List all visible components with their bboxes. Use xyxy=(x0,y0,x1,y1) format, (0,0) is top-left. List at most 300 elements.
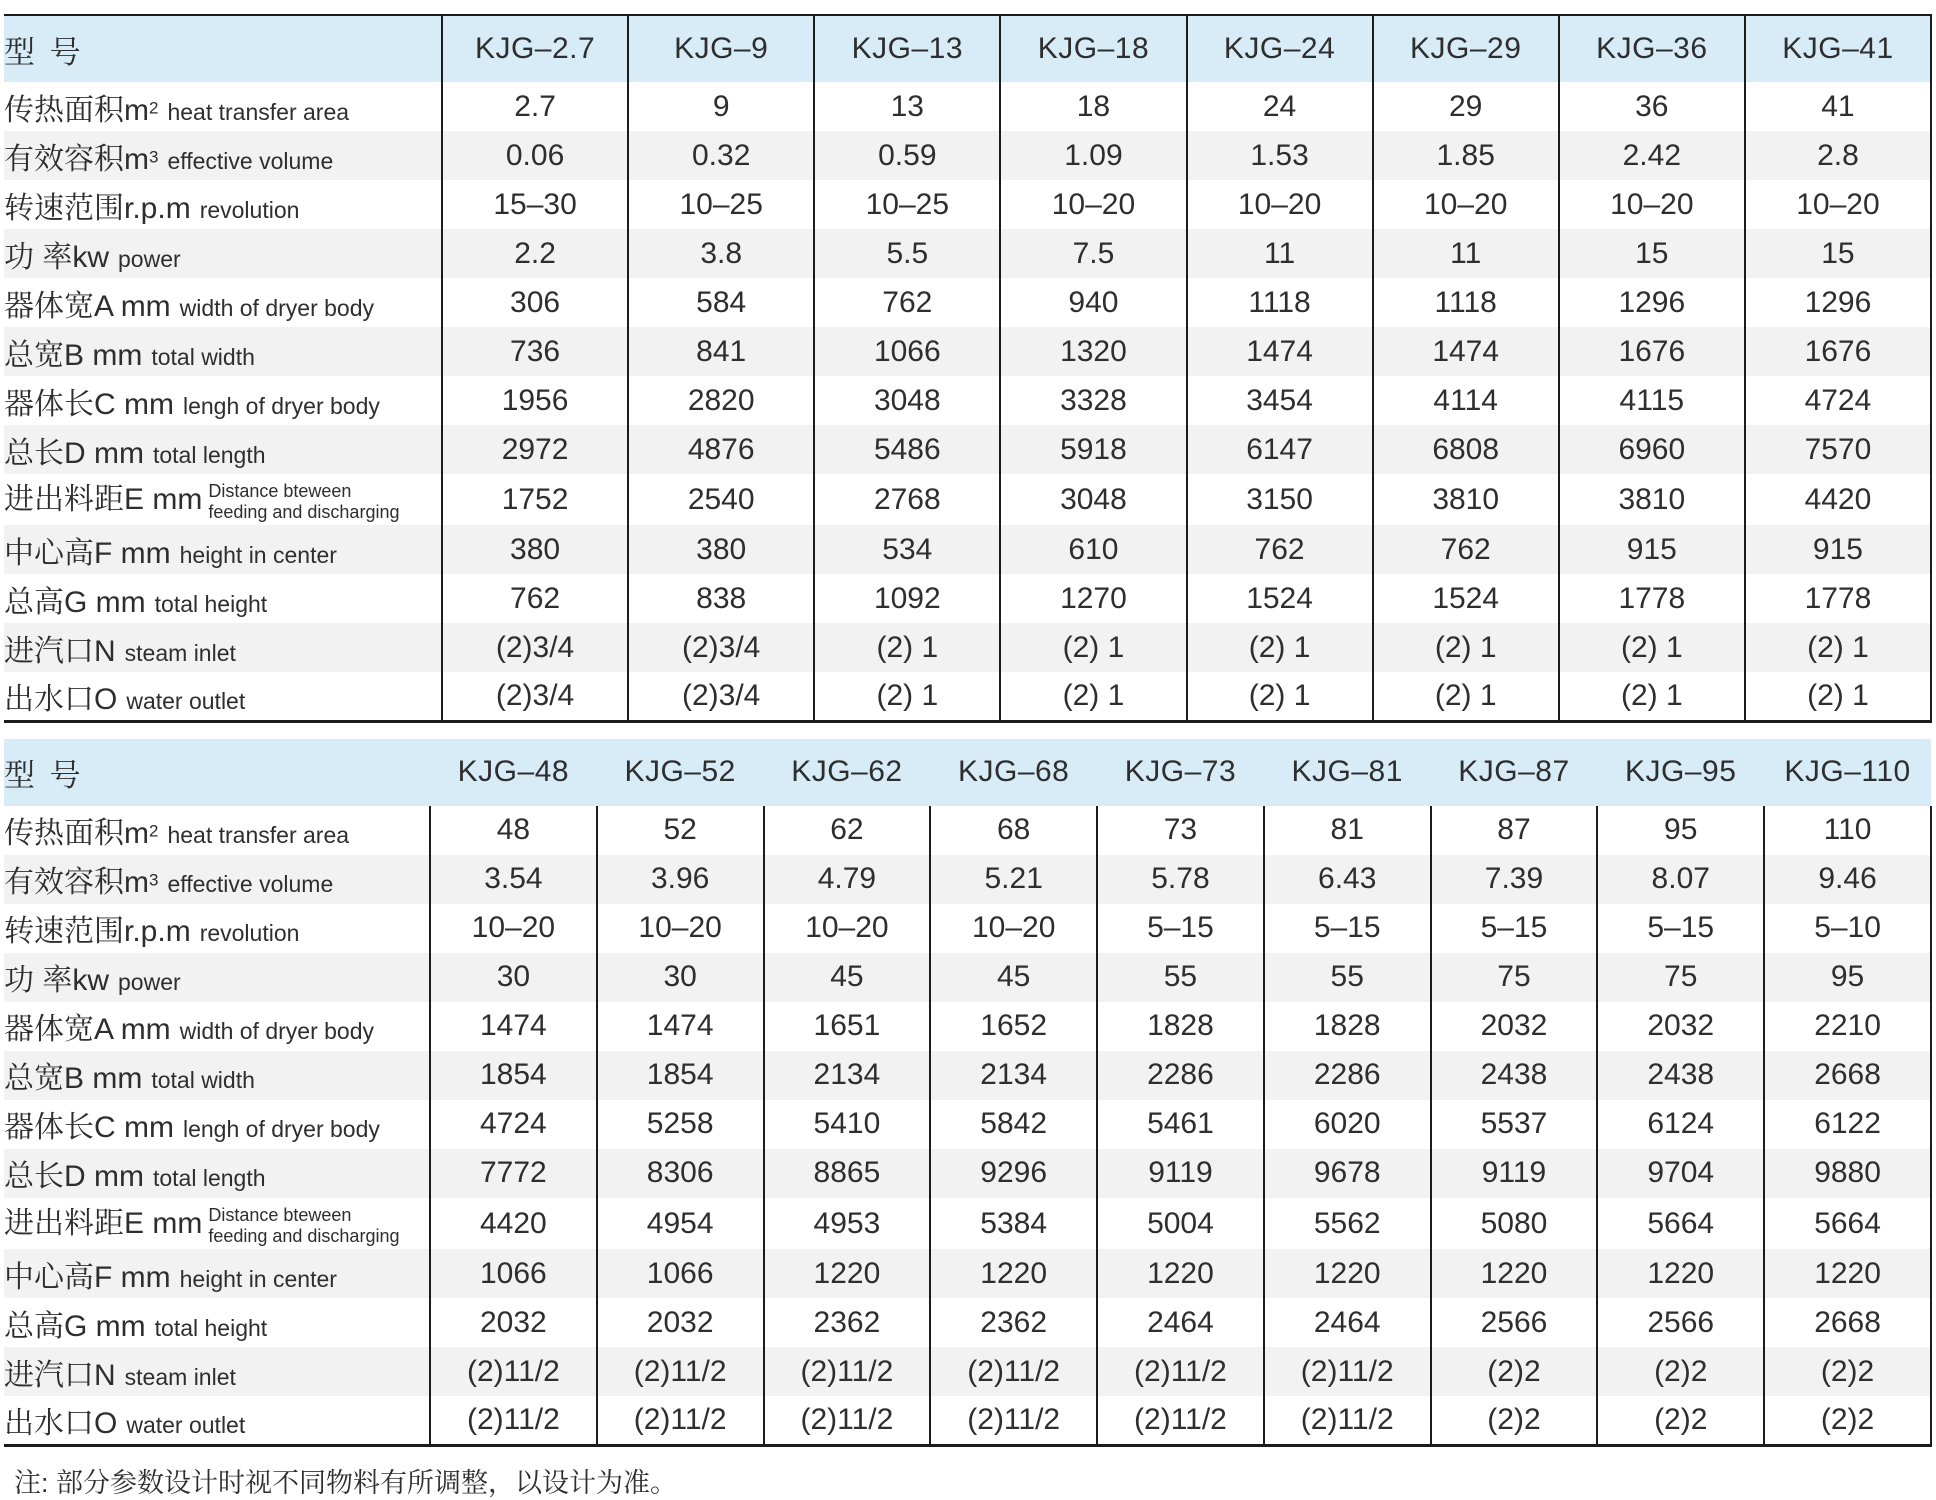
value-cell: 1676 xyxy=(1559,327,1745,376)
value-cell: 2362 xyxy=(764,1298,931,1347)
model-header-row xyxy=(4,15,1931,82)
param-label-en-line1: Distance bteween xyxy=(208,1205,352,1226)
value-cell: (2)11/2 xyxy=(1264,1396,1431,1445)
param-label-en: revolution xyxy=(199,920,300,947)
param-label-zh: 进出料距E mm xyxy=(4,1206,203,1240)
value-cell: 3810 xyxy=(1373,474,1559,525)
value-cell: 1752 xyxy=(442,474,628,525)
value-cell: 10–25 xyxy=(628,180,814,229)
param-label-sup: 2 xyxy=(149,822,159,842)
value-cell: 30 xyxy=(597,953,764,1002)
value-cell: 5537 xyxy=(1431,1100,1598,1149)
param-label-zh: 转速范围r.p.m xyxy=(4,191,191,225)
param-label-sup: 3 xyxy=(149,147,159,167)
value-cell: 2134 xyxy=(764,1051,931,1100)
value-cell: 1828 xyxy=(1097,1002,1264,1051)
value-cell: 1220 xyxy=(1764,1249,1931,1298)
value-cell: (2) 1 xyxy=(1745,672,1931,721)
value-cell: 762 xyxy=(814,278,1000,327)
param-label xyxy=(4,425,442,474)
value-cell: 8865 xyxy=(764,1149,931,1198)
value-cell: 5.78 xyxy=(1097,855,1264,904)
value-cell: 2.7 xyxy=(442,82,628,131)
model-header-cell: KJG–18 xyxy=(1000,15,1186,82)
spec-row xyxy=(4,1396,1931,1445)
value-cell: 48 xyxy=(430,806,597,855)
value-cell: 10–20 xyxy=(1745,180,1931,229)
value-cell: 1296 xyxy=(1559,278,1745,327)
param-label-zh: 器体宽A mm xyxy=(4,289,171,323)
value-cell: 4.79 xyxy=(764,855,931,904)
value-cell: 1220 xyxy=(930,1249,1097,1298)
value-cell: 18 xyxy=(1000,82,1186,131)
value-cell: 1220 xyxy=(764,1249,931,1298)
spec-row xyxy=(4,855,1931,904)
param-label xyxy=(4,623,442,672)
param-label xyxy=(4,806,430,855)
spec-row xyxy=(4,525,1931,574)
value-cell: 41 xyxy=(1745,82,1931,131)
value-cell: 3.96 xyxy=(597,855,764,904)
value-cell: 9 xyxy=(628,82,814,131)
value-cell: 1092 xyxy=(814,574,1000,623)
value-cell: 2.8 xyxy=(1745,131,1931,180)
value-cell: 3328 xyxy=(1000,376,1186,425)
model-header-cell: KJG–24 xyxy=(1187,15,1373,82)
value-cell: (2) 1 xyxy=(814,623,1000,672)
value-cell: 10–20 xyxy=(1559,180,1745,229)
value-cell: 3454 xyxy=(1187,376,1373,425)
value-cell: 4724 xyxy=(1745,376,1931,425)
param-label-zh: 进出料距E mm xyxy=(4,483,203,516)
value-cell: 5080 xyxy=(1431,1198,1598,1249)
value-cell: 2972 xyxy=(442,425,628,474)
model-header-cell: KJG–2.7 xyxy=(442,15,628,82)
param-label-zh: 功 率kw xyxy=(4,964,109,998)
value-cell: 1828 xyxy=(1264,1002,1431,1051)
value-cell: 29 xyxy=(1373,82,1559,131)
value-cell: 5842 xyxy=(930,1100,1097,1149)
spec-row xyxy=(4,1051,1931,1100)
value-cell: 5664 xyxy=(1597,1198,1764,1249)
value-cell: (2) 1 xyxy=(1559,672,1745,721)
value-cell: 10–20 xyxy=(1373,180,1559,229)
param-label xyxy=(4,131,442,180)
value-cell: 4115 xyxy=(1559,376,1745,425)
param-label xyxy=(4,278,442,327)
value-cell: 1651 xyxy=(764,1002,931,1051)
param-label-en-line2: feeding and discharging xyxy=(208,501,400,522)
param-label-zh: 器体长C mm xyxy=(4,387,174,421)
value-cell: 10–20 xyxy=(930,904,1097,953)
param-label-zh: 进汽口N xyxy=(4,1358,116,1392)
value-cell: 6.43 xyxy=(1264,855,1431,904)
spec-row xyxy=(4,474,1931,525)
value-cell: (2) 1 xyxy=(1745,623,1931,672)
param-label xyxy=(4,1249,430,1298)
value-cell: 940 xyxy=(1000,278,1186,327)
value-cell: (2)11/2 xyxy=(1097,1396,1264,1445)
param-label-sup: 2 xyxy=(149,98,159,118)
param-label-en: height in center xyxy=(179,541,337,568)
param-label-en: power xyxy=(118,245,181,272)
value-cell: 2362 xyxy=(930,1298,1097,1347)
value-cell: 9119 xyxy=(1431,1149,1598,1198)
value-cell: (2) 1 xyxy=(1559,623,1745,672)
value-cell: (2)11/2 xyxy=(1097,1347,1264,1396)
spec-row xyxy=(4,904,1931,953)
value-cell: 4954 xyxy=(597,1198,764,1249)
value-cell: 73 xyxy=(1097,806,1264,855)
param-label-zh: 总长D mm xyxy=(4,436,144,470)
param-label-zh: 总宽B mm xyxy=(4,338,143,372)
param-label-en: lengh of dryer body xyxy=(182,392,380,419)
param-label-zh: 有效容积m xyxy=(4,142,149,176)
value-cell: 75 xyxy=(1597,953,1764,1002)
value-cell: 1.85 xyxy=(1373,131,1559,180)
value-cell: (2) 1 xyxy=(1187,623,1373,672)
value-cell: 841 xyxy=(628,327,814,376)
param-label-zh: 中心高F mm xyxy=(4,1260,171,1294)
param-label-en: total width xyxy=(151,1067,255,1094)
spec-row xyxy=(4,376,1931,425)
value-cell: 2464 xyxy=(1264,1298,1431,1347)
spec-row xyxy=(4,131,1931,180)
value-cell: 762 xyxy=(1373,525,1559,574)
param-label xyxy=(4,180,442,229)
value-cell: 762 xyxy=(1187,525,1373,574)
value-cell: 8306 xyxy=(597,1149,764,1198)
value-cell: 1066 xyxy=(430,1249,597,1298)
value-cell: 24 xyxy=(1187,82,1373,131)
value-cell: 1.53 xyxy=(1187,131,1373,180)
value-cell: 1220 xyxy=(1597,1249,1764,1298)
model-header-cell: KJG–36 xyxy=(1559,15,1745,82)
value-cell: 8.07 xyxy=(1597,855,1764,904)
spec-row xyxy=(4,1100,1931,1149)
param-label xyxy=(4,1051,430,1100)
param-label-en: steam inlet xyxy=(124,639,236,666)
value-cell: 1320 xyxy=(1000,327,1186,376)
value-cell: 1676 xyxy=(1745,327,1931,376)
value-cell: (2) 1 xyxy=(1373,672,1559,721)
value-cell: 1220 xyxy=(1097,1249,1264,1298)
value-cell: (2) 1 xyxy=(814,672,1000,721)
param-label-en: revolution xyxy=(199,196,300,223)
value-cell: 110 xyxy=(1764,806,1931,855)
value-cell: (2)3/4 xyxy=(628,672,814,721)
value-cell: 5.21 xyxy=(930,855,1097,904)
spec-row xyxy=(4,82,1931,131)
value-cell: (2)11/2 xyxy=(1264,1347,1431,1396)
spec-row xyxy=(4,180,1931,229)
value-cell: 2438 xyxy=(1597,1051,1764,1100)
value-cell: 2438 xyxy=(1431,1051,1598,1100)
value-cell: 1474 xyxy=(430,1002,597,1051)
param-label-zh: 功 率kw xyxy=(4,240,109,274)
value-cell: 3048 xyxy=(814,376,1000,425)
param-label-en: lengh of dryer body xyxy=(182,1116,380,1143)
value-cell: 4420 xyxy=(1745,474,1931,525)
param-label-en: effective volume xyxy=(167,871,334,898)
param-label-en: water outlet xyxy=(126,688,246,715)
value-cell: 1.09 xyxy=(1000,131,1186,180)
spec-table-kjg-large xyxy=(4,739,1932,1447)
param-label-zh: 器体宽A mm xyxy=(4,1013,171,1047)
spec-row xyxy=(4,1298,1931,1347)
value-cell: 1118 xyxy=(1373,278,1559,327)
value-cell: (2) 1 xyxy=(1000,623,1186,672)
value-cell: (2)2 xyxy=(1597,1396,1764,1445)
model-header-cell: KJG–41 xyxy=(1745,15,1931,82)
value-cell: 5.5 xyxy=(814,229,1000,278)
value-cell: (2)2 xyxy=(1764,1347,1931,1396)
spec-row xyxy=(4,574,1931,623)
value-cell: 7570 xyxy=(1745,425,1931,474)
value-cell: 4724 xyxy=(430,1100,597,1149)
spec-row xyxy=(4,278,1931,327)
value-cell: 3.54 xyxy=(430,855,597,904)
param-label-zh: 中心高F mm xyxy=(4,536,171,570)
param-label xyxy=(4,1198,430,1249)
value-cell: 5461 xyxy=(1097,1100,1264,1149)
value-cell: 62 xyxy=(764,806,931,855)
value-cell: 1524 xyxy=(1373,574,1559,623)
value-cell: 534 xyxy=(814,525,1000,574)
value-cell: 2032 xyxy=(597,1298,764,1347)
value-cell: 584 xyxy=(628,278,814,327)
value-cell: (2) 1 xyxy=(1187,672,1373,721)
value-cell: 915 xyxy=(1745,525,1931,574)
value-cell: 2286 xyxy=(1264,1051,1431,1100)
value-cell: 1220 xyxy=(1431,1249,1598,1298)
value-cell: 15 xyxy=(1559,229,1745,278)
model-header-cell: KJG–62 xyxy=(791,755,903,789)
value-cell: 4420 xyxy=(430,1198,597,1249)
value-cell: (2) 1 xyxy=(1000,672,1186,721)
model-header-cell: KJG–95 xyxy=(1625,755,1737,789)
value-cell: 1474 xyxy=(1187,327,1373,376)
value-cell: 7.5 xyxy=(1000,229,1186,278)
value-cell: 9704 xyxy=(1597,1149,1764,1198)
value-cell: 10–25 xyxy=(814,180,1000,229)
value-cell: 1220 xyxy=(1264,1249,1431,1298)
param-label-en-line1: Distance bteween xyxy=(208,481,352,502)
value-cell: 5–15 xyxy=(1097,904,1264,953)
value-cell: 6960 xyxy=(1559,425,1745,474)
value-cell: (2)2 xyxy=(1431,1347,1598,1396)
value-cell: 52 xyxy=(597,806,764,855)
value-cell: 4953 xyxy=(764,1198,931,1249)
value-cell: 3.8 xyxy=(628,229,814,278)
value-cell: 10–20 xyxy=(1000,180,1186,229)
model-header-cell: KJG–110 xyxy=(1784,755,1911,789)
value-cell: 5–15 xyxy=(1597,904,1764,953)
value-cell: 736 xyxy=(442,327,628,376)
value-cell: (2) 1 xyxy=(1373,623,1559,672)
value-cell: 762 xyxy=(442,574,628,623)
param-label xyxy=(4,1002,430,1051)
spec-row xyxy=(4,425,1931,474)
value-cell: 55 xyxy=(1097,953,1264,1002)
param-label-en: total height xyxy=(154,1314,268,1341)
param-label xyxy=(4,1347,430,1396)
value-cell: 5004 xyxy=(1097,1198,1264,1249)
spec-table-kjg-small xyxy=(4,14,1932,723)
spec-row xyxy=(4,623,1931,672)
value-cell: 15–30 xyxy=(442,180,628,229)
value-cell: 45 xyxy=(764,953,931,1002)
value-cell: (2)11/2 xyxy=(930,1347,1097,1396)
value-cell: 6147 xyxy=(1187,425,1373,474)
value-cell: 5–15 xyxy=(1264,904,1431,953)
value-cell: 380 xyxy=(628,525,814,574)
value-cell: (2)11/2 xyxy=(764,1347,931,1396)
param-label-en: power xyxy=(118,969,181,996)
value-cell: 2032 xyxy=(430,1298,597,1347)
value-cell: 1956 xyxy=(442,376,628,425)
value-cell: 0.06 xyxy=(442,131,628,180)
value-cell: 3048 xyxy=(1000,474,1186,525)
value-cell: 2540 xyxy=(628,474,814,525)
value-cell: 380 xyxy=(442,525,628,574)
value-cell: 2134 xyxy=(930,1051,1097,1100)
value-cell: 2.42 xyxy=(1559,131,1745,180)
value-cell: 6124 xyxy=(1597,1100,1764,1149)
param-label xyxy=(4,1396,430,1445)
value-cell: 5–10 xyxy=(1764,904,1931,953)
value-cell: 0.59 xyxy=(814,131,1000,180)
spec-row xyxy=(4,672,1931,721)
value-cell: (2)11/2 xyxy=(430,1396,597,1445)
model-row-label: 型 号 xyxy=(4,34,84,70)
param-label-en: height in center xyxy=(179,1265,337,1292)
value-cell: 1778 xyxy=(1745,574,1931,623)
param-label xyxy=(4,229,442,278)
value-cell: 5–15 xyxy=(1431,904,1598,953)
param-label-en xyxy=(208,1205,399,1246)
value-cell: 1066 xyxy=(597,1249,764,1298)
value-cell: 3150 xyxy=(1187,474,1373,525)
param-label-zh: 器体长C mm xyxy=(4,1111,174,1145)
value-cell: 10–20 xyxy=(597,904,764,953)
param-label-en: width of dryer body xyxy=(179,1018,374,1045)
param-label xyxy=(4,1100,430,1149)
value-cell: 2768 xyxy=(814,474,1000,525)
value-cell: 9880 xyxy=(1764,1149,1931,1198)
param-label-en: heat transfer area xyxy=(167,98,350,125)
spec-row xyxy=(4,1002,1931,1051)
value-cell: (2)11/2 xyxy=(764,1396,931,1445)
value-cell: 45 xyxy=(930,953,1097,1002)
value-cell: (2)2 xyxy=(1431,1396,1598,1445)
model-row-label: 型 号 xyxy=(4,757,84,793)
param-label-zh: 有效容积m xyxy=(4,866,149,900)
spec-row xyxy=(4,953,1931,1002)
value-cell: 1118 xyxy=(1187,278,1373,327)
model-header-cell: KJG–9 xyxy=(628,15,814,82)
value-cell: 9678 xyxy=(1264,1149,1431,1198)
value-cell: 36 xyxy=(1559,82,1745,131)
value-cell: 2566 xyxy=(1431,1298,1598,1347)
value-cell: (2)11/2 xyxy=(930,1396,1097,1445)
value-cell: 2286 xyxy=(1097,1051,1264,1100)
model-header-cell: KJG–29 xyxy=(1373,15,1559,82)
param-label-en: steam inlet xyxy=(124,1363,236,1390)
value-cell: 2820 xyxy=(628,376,814,425)
param-label-zh: 总高G mm xyxy=(4,1309,146,1343)
model-header-cell: KJG–48 xyxy=(457,755,570,789)
value-cell: 5664 xyxy=(1764,1198,1931,1249)
param-label-en: total height xyxy=(154,590,268,617)
value-cell: 610 xyxy=(1000,525,1186,574)
model-header-cell: KJG–87 xyxy=(1458,755,1570,789)
value-cell: 7772 xyxy=(430,1149,597,1198)
value-cell: 2.2 xyxy=(442,229,628,278)
value-cell: 5918 xyxy=(1000,425,1186,474)
param-label xyxy=(4,953,430,1002)
value-cell: 1524 xyxy=(1187,574,1373,623)
value-cell: 55 xyxy=(1264,953,1431,1002)
param-label xyxy=(4,672,442,721)
value-cell: (2)11/2 xyxy=(597,1347,764,1396)
spec-row xyxy=(4,1249,1931,1298)
value-cell: 1270 xyxy=(1000,574,1186,623)
param-label-zh: 总长D mm xyxy=(4,1160,144,1194)
value-cell: 1066 xyxy=(814,327,1000,376)
value-cell: 95 xyxy=(1764,953,1931,1002)
model-header-cell: KJG–13 xyxy=(814,15,1000,82)
param-label xyxy=(4,574,442,623)
param-label xyxy=(4,376,442,425)
spec-row xyxy=(4,1347,1931,1396)
value-cell: 1854 xyxy=(597,1051,764,1100)
param-label-zh: 出水口O xyxy=(4,1407,118,1441)
value-cell: 81 xyxy=(1264,806,1431,855)
value-cell: 1652 xyxy=(930,1002,1097,1051)
value-cell: 1296 xyxy=(1745,278,1931,327)
param-label xyxy=(4,1149,430,1198)
value-cell: 2668 xyxy=(1764,1051,1931,1100)
param-label-zh: 传热面积m xyxy=(4,817,149,851)
param-label xyxy=(4,474,442,525)
value-cell: 68 xyxy=(930,806,1097,855)
value-cell: 9.46 xyxy=(1764,855,1931,904)
param-label xyxy=(4,327,442,376)
param-label-zh: 进汽口N xyxy=(4,634,116,668)
param-label-zh: 转速范围r.p.m xyxy=(4,915,191,949)
value-cell: 10–20 xyxy=(764,904,931,953)
value-cell: 75 xyxy=(1431,953,1598,1002)
model-header-cell: KJG–52 xyxy=(624,755,736,789)
model-header-cell: KJG–81 xyxy=(1291,755,1403,789)
value-cell: (2)11/2 xyxy=(430,1347,597,1396)
value-cell: 9119 xyxy=(1097,1149,1264,1198)
param-label-en: total length xyxy=(152,441,266,468)
param-label-zh: 总高G mm xyxy=(4,585,146,619)
param-label-en: heat transfer area xyxy=(167,822,350,849)
value-cell: (2)2 xyxy=(1597,1347,1764,1396)
value-cell: 306 xyxy=(442,278,628,327)
value-cell: 5258 xyxy=(597,1100,764,1149)
spec-row xyxy=(4,1198,1931,1249)
value-cell: 7.39 xyxy=(1431,855,1598,904)
value-cell: 11 xyxy=(1373,229,1559,278)
param-label-en xyxy=(208,481,399,522)
param-label-en: effective volume xyxy=(167,147,334,174)
param-label xyxy=(4,855,430,904)
param-label-zh: 传热面积m xyxy=(4,93,149,127)
